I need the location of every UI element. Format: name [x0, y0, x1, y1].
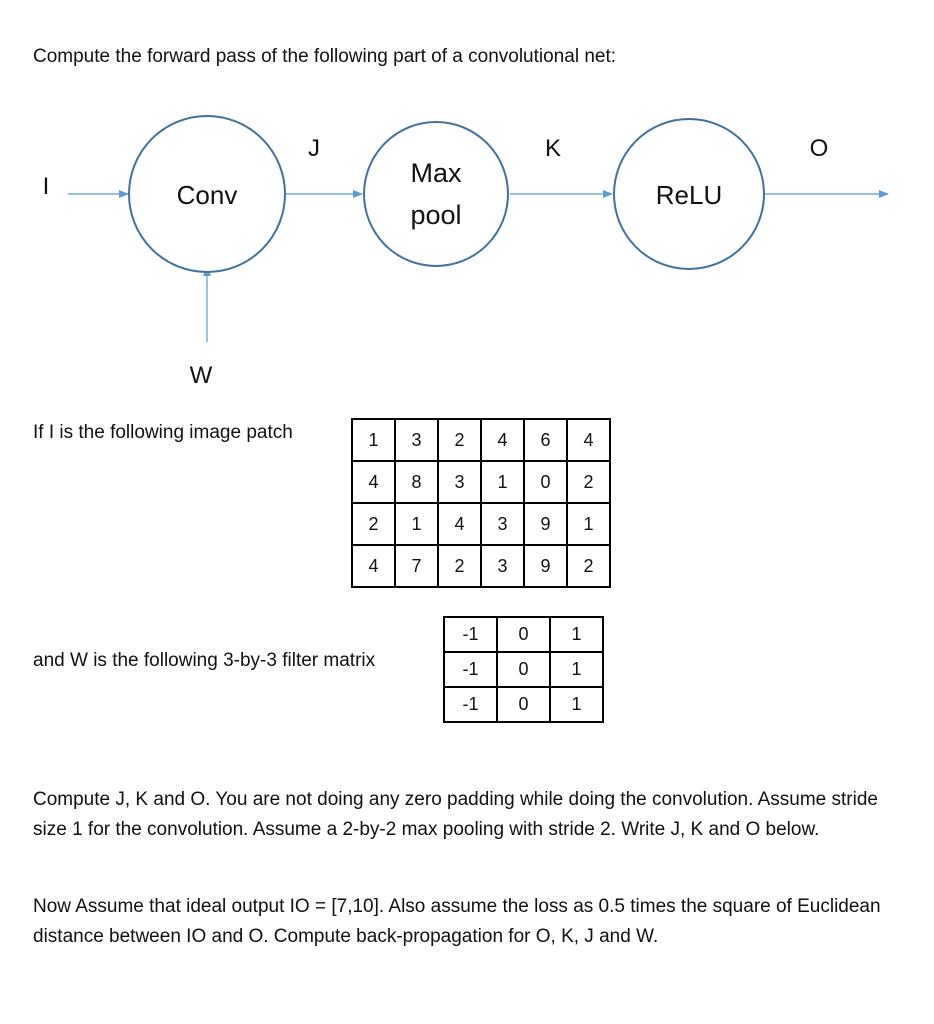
image-cell: 0	[524, 461, 567, 503]
filter-cell: -1	[444, 617, 497, 652]
image-cell: 3	[481, 545, 524, 587]
image-cell: 1	[481, 461, 524, 503]
image-cell: 2	[438, 545, 481, 587]
image-cell: 9	[524, 503, 567, 545]
image-cell: 4	[438, 503, 481, 545]
image-cell: 3	[481, 503, 524, 545]
j-label: J	[308, 135, 320, 162]
maxpool-label-line1: Max	[410, 158, 462, 188]
backprop-paragraph: Now Assume that ideal output IO = [7,10]. Also assume the loss as 0.5 times the square of Euclidean distance between IO and O. Compute back-propagation for O, K, J and W.	[33, 896, 881, 947]
image-row	[352, 461, 610, 503]
image-row	[352, 419, 610, 461]
image-cell: 8	[395, 461, 438, 503]
filter-matrix-table	[443, 616, 604, 723]
image-patch-table	[351, 418, 611, 588]
filter-cell: 0	[497, 652, 550, 687]
filter-row	[444, 687, 603, 722]
filter-cell: 1	[550, 617, 603, 652]
k-label: K	[544, 135, 562, 162]
image-cell: 1	[395, 503, 438, 545]
image-cell: 3	[438, 461, 481, 503]
filter-cell: 0	[497, 617, 550, 652]
weight-label: W	[189, 362, 213, 389]
image-cell: 2	[567, 461, 610, 503]
image-cell: 2	[352, 503, 395, 545]
filter-caption: and W is the following 3-by-3 filter matrix	[33, 650, 376, 671]
image-caption: If I is the following image patch	[33, 422, 293, 443]
maxpool-label-line2: pool	[410, 200, 462, 230]
image-cell: 2	[438, 419, 481, 461]
conv-label: Conv	[176, 180, 238, 210]
image-row	[352, 545, 610, 587]
filter-cell: 1	[550, 687, 603, 722]
image-cell: 4	[352, 461, 395, 503]
instructions-paragraph: Compute J, K and O. You are not doing any zero padding while doing the convolution. Assume stride size 1 for the convolution. Assume a 2-by-2 max pooling with stride 2. Write J, K and O below.	[33, 789, 878, 840]
image-cell: 4	[352, 545, 395, 587]
image-cell: 3	[395, 419, 438, 461]
filter-cell: -1	[444, 652, 497, 687]
image-cell: 9	[524, 545, 567, 587]
image-cell: 1	[567, 503, 610, 545]
image-cell: 2	[567, 545, 610, 587]
image-cell: 6	[524, 419, 567, 461]
filter-cell: 0	[497, 687, 550, 722]
image-cell: 4	[481, 419, 524, 461]
filter-row	[444, 617, 603, 652]
filter-cell: -1	[444, 687, 497, 722]
network-diagram	[0, 100, 934, 400]
o-label: O	[809, 135, 829, 162]
image-cell: 1	[352, 419, 395, 461]
image-cell: 4	[567, 419, 610, 461]
intro-text: Compute the forward pass of the following part of a convolutional net:	[33, 46, 617, 67]
input-label: I	[42, 173, 50, 200]
maxpool-node	[364, 122, 508, 266]
filter-row	[444, 652, 603, 687]
image-cell: 7	[395, 545, 438, 587]
relu-label: ReLU	[655, 180, 723, 210]
image-row	[352, 503, 610, 545]
filter-cell: 1	[550, 652, 603, 687]
